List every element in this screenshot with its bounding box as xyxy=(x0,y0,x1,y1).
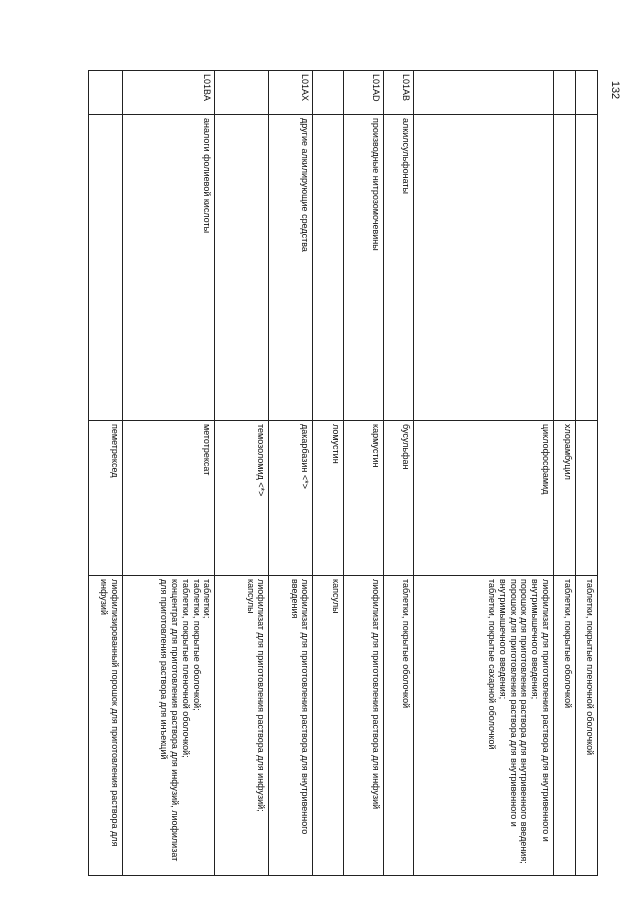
cell-code: L01AX xyxy=(269,71,313,115)
cell-code xyxy=(215,71,269,115)
cell-group xyxy=(413,115,553,421)
cell-group xyxy=(215,115,269,421)
page-number: 132 xyxy=(608,80,621,100)
cell-code: L01AB xyxy=(383,71,413,115)
drug-list-table xyxy=(88,70,598,876)
cell-group xyxy=(575,115,597,421)
table-body xyxy=(89,71,598,876)
cell-group: производные нитрозомочевины xyxy=(343,115,383,421)
table-row xyxy=(413,71,553,876)
cell-drug: дакарбазин <*> xyxy=(269,421,313,576)
cell-group: другие алкилирующие средства xyxy=(269,115,313,421)
cell-drug: темозоломид <*> xyxy=(215,421,269,576)
table-row xyxy=(269,71,313,876)
cell-form: лиофилизат для приготовления раствора для инфузий; капсулы xyxy=(215,576,269,876)
cell-form: таблетки, покрытые оболочкой xyxy=(553,576,575,876)
cell-form: таблетки; таблетки, покрытые оболочкой; таблетки, покрытые пленочной оболочкой; концентрат для приготовления раствора для инфузий, лиофилизат для приготовления раствора для инъекций xyxy=(123,576,215,876)
cell-code xyxy=(313,71,343,115)
table-row xyxy=(383,71,413,876)
cell-drug: ломустин xyxy=(313,421,343,576)
cell-form: лиофилизированный порошок для приготовления раствора для инфузий xyxy=(89,576,123,876)
cell-form: таблетки, покрытые оболочкой xyxy=(383,576,413,876)
cell-drug: кармустин xyxy=(343,421,383,576)
cell-code: L01AD xyxy=(343,71,383,115)
table-row xyxy=(553,71,575,876)
cell-form: таблетки, покрытые пленочной оболочкой xyxy=(575,576,597,876)
table-row xyxy=(215,71,269,876)
cell-drug: циклофосфамид xyxy=(413,421,553,576)
cell-drug xyxy=(575,421,597,576)
cell-code xyxy=(553,71,575,115)
cell-form: капсулы xyxy=(313,576,343,876)
cell-code: L01BA xyxy=(123,71,215,115)
cell-group xyxy=(553,115,575,421)
cell-drug: хлорамбуцил xyxy=(553,421,575,576)
table-row xyxy=(343,71,383,876)
cell-drug: пеметрексед xyxy=(89,421,123,576)
table-row xyxy=(89,71,123,876)
cell-group xyxy=(313,115,343,421)
cell-form: лиофилизат для приготовления раствора для внутривенного и внутримышечного введения; порошок для приготовления раствора для внутривенного введения; порошок для приготовления раствора для внутривенного и внутримышечного введения; таблетки, покрытые сахарной оболочкой xyxy=(413,576,553,876)
cell-drug: метотрексат xyxy=(123,421,215,576)
table-row xyxy=(313,71,343,876)
table-row xyxy=(123,71,215,876)
cell-code xyxy=(89,71,123,115)
cell-form: лиофилизат для приготовления раствора для внутривенного введения xyxy=(269,576,313,876)
cell-code xyxy=(413,71,553,115)
cell-code xyxy=(575,71,597,115)
cell-group xyxy=(89,115,123,421)
cell-group: алкилсульфонаты xyxy=(383,115,413,421)
rotated-table-wrapper xyxy=(88,70,598,875)
table-row xyxy=(575,71,597,876)
cell-form: лиофилизат для приготовления раствора для инфузий xyxy=(343,576,383,876)
cell-group: аналоги фолиевой кислоты xyxy=(123,115,215,421)
cell-drug: бусульфан xyxy=(383,421,413,576)
